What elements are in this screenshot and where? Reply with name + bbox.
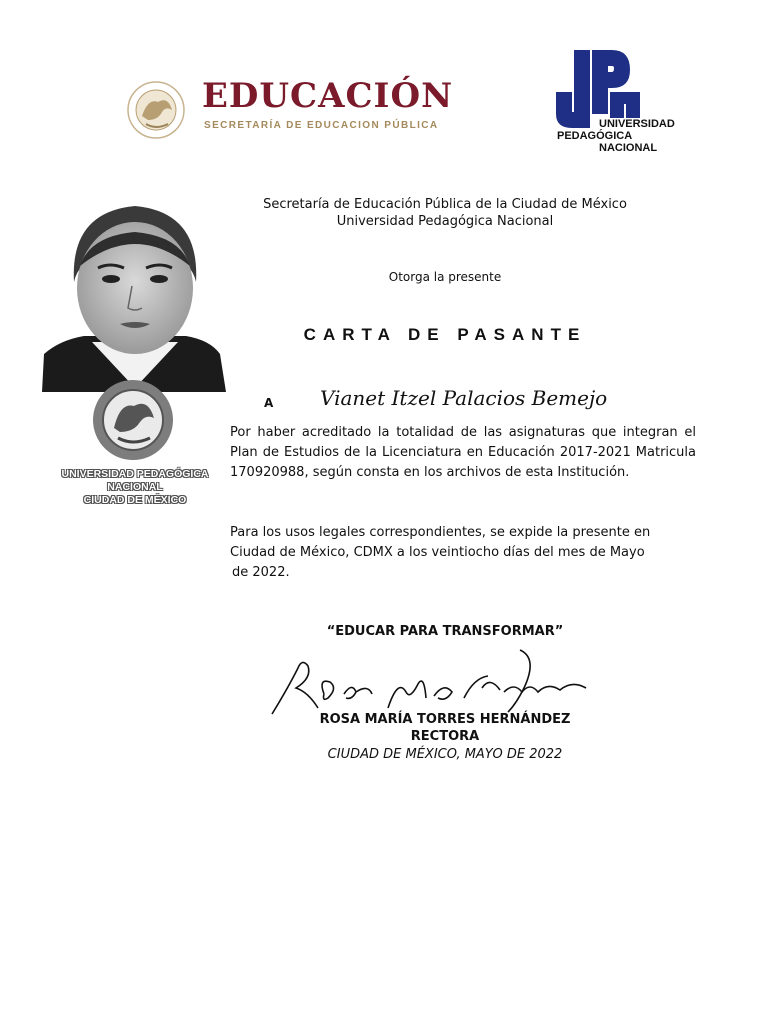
upn-line-2: PEDAGÓGICA [557, 130, 633, 142]
institution-line-1: Secretaría de Educación Pública de la Ciudad de México [263, 197, 627, 212]
seal-line-1: UNIVERSIDAD PEDAGÓGICA [61, 468, 209, 480]
issuance-line-3: de 2022. [232, 565, 290, 580]
document-title: CARTA DE PASANTE [303, 325, 587, 344]
sep-eagle-seal-icon [118, 76, 198, 142]
rector-signature [268, 648, 628, 720]
upn-mexico-seal-icon [78, 374, 188, 466]
recipient-name: Vianet Itzel Palacios Bemejo [320, 386, 608, 410]
upn-logo-text [557, 118, 675, 154]
motto: “EDUCAR PARA TRANSFORMAR” [326, 624, 564, 639]
issuance-line-2: Ciudad de México, CDMX a los veintiocho días del mes de Mayo [230, 545, 645, 560]
seal-line-3: CIUDAD DE MÉXICO [83, 494, 187, 506]
sep-title: EDUCACIÓN [202, 76, 454, 116]
sep-subtitle: SECRETARÍA DE EDUCACION PÚBLICA [204, 120, 439, 131]
issuance-paragraph [230, 523, 696, 583]
grant-text: Otorga la presente [388, 270, 502, 284]
upn-line-3: NACIONAL [599, 142, 658, 154]
signer-name: ROSA MARÍA TORRES HERNÁNDEZ [319, 712, 571, 727]
upn-line-1: UNIVERSIDAD [599, 118, 675, 130]
institution-line-2: Universidad Pedagógica Nacional [336, 214, 554, 229]
seal-caption [40, 468, 230, 507]
issuance-line-1: Para los usos legales correspondientes, se expide la presente en [230, 525, 651, 540]
seal-line-2: NACIONAL [107, 481, 163, 493]
place-date: CIUDAD DE MÉXICO, MAYO DE 2022 [327, 747, 563, 762]
signer-title: RECTORA [410, 729, 480, 744]
recipient-prefix: A [264, 396, 274, 410]
accreditation-paragraph: Por haber acreditado la totalidad de las asignaturas que integran el Plan de Estudios de la Licenciatura en Educación 2017-2021 Matricula 170920988, según consta en los archivos de esta Institución. [230, 425, 696, 480]
student-photo [40, 182, 230, 392]
